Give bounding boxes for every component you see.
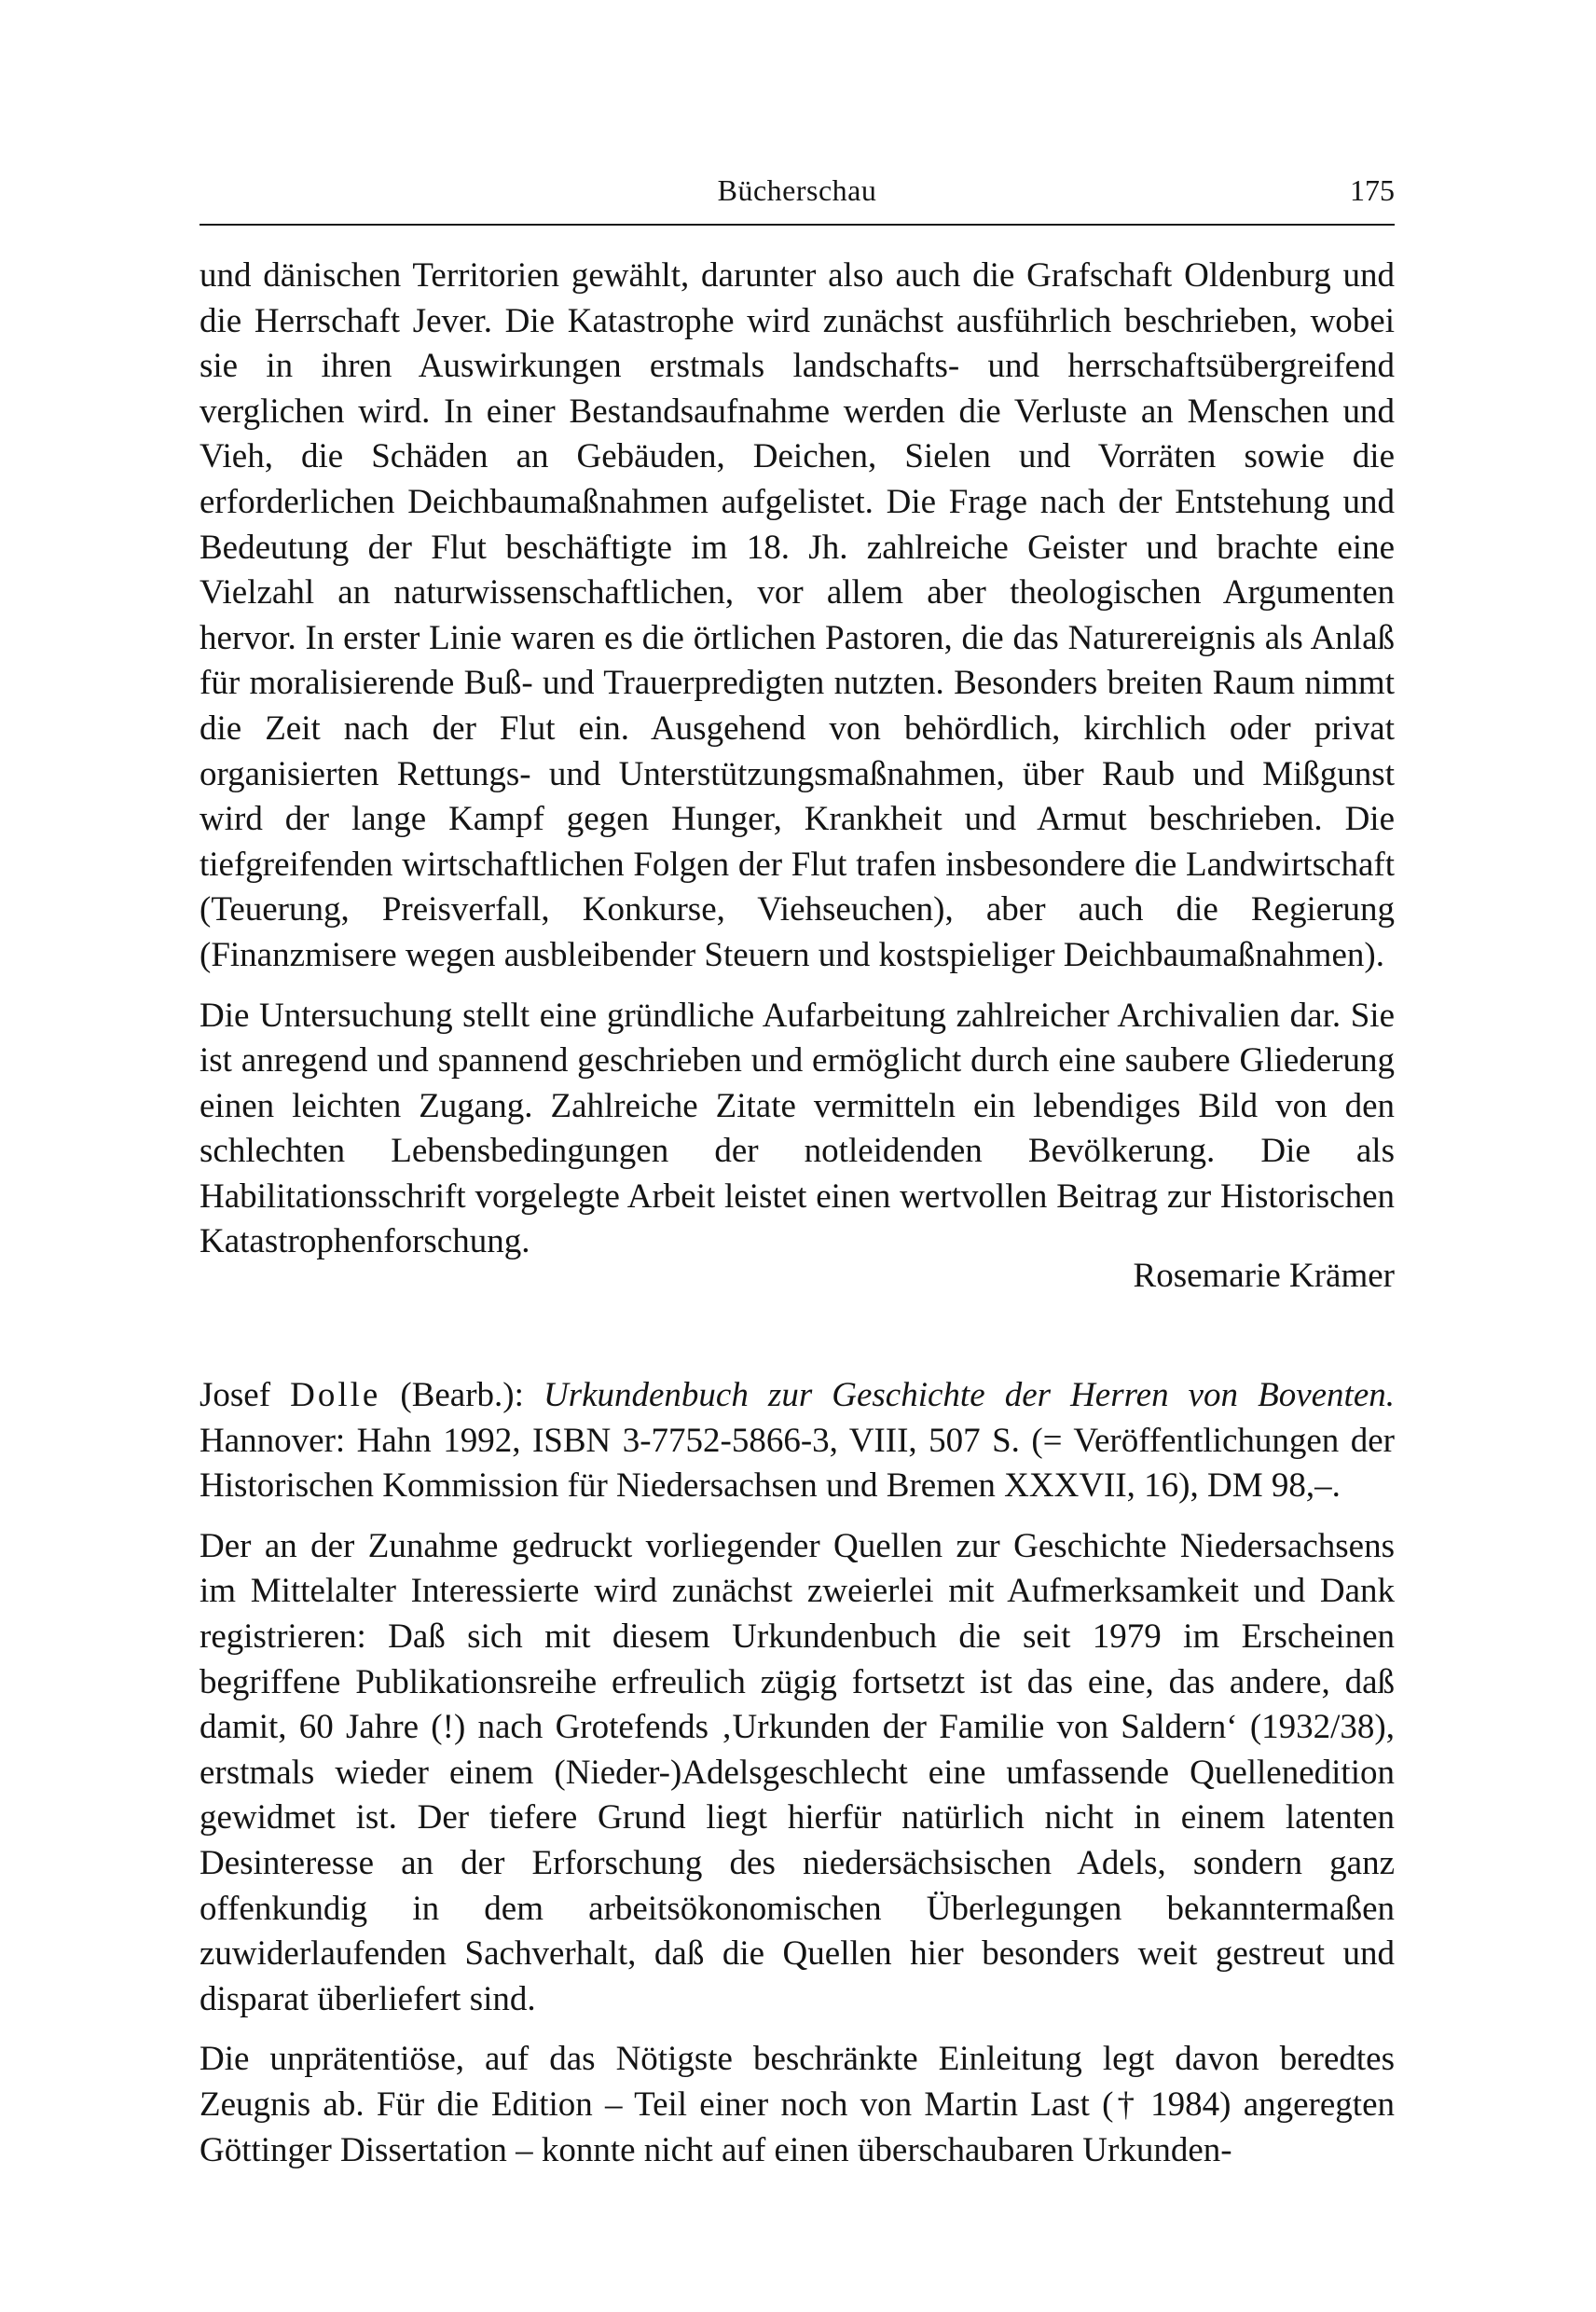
page-body: [200, 254, 1395, 2173]
review1-paragraph-2: Die Untersuchung stellt eine gründliche Aufarbeitung zahlreicher Archivalien dar. Sie ist anregend und spannend geschrieben und ermöglicht durch eine saubere Gliederung einen leichten Zugang. Zahlreiche Zitate vermitteln ein lebendiges Bild von den schlechten Lebensbedingungen der notleidenden Bevölkerung. Die als Habilitationsschrift vorgelegte Arbeit leistet einen wertvollen Beitrag zur Historischen Katastrophenforschung.: [200, 996, 1395, 1261]
reviewer-signature: Rosemarie Krämer: [1133, 1257, 1395, 1296]
author-first-name: Josef: [200, 1376, 271, 1415]
book-title: Urkundenbuch zur Geschichte der Herren von Boventen.: [543, 1376, 1396, 1415]
review2-paragraph-2: Die unprätentiöse, auf das Nötigste beschränkte Einleitung legt davon beredtes Zeugnis ab. Für die Edition – Teil einer noch von Martin Last († 1984) angeregten Göttinger Dissertation – konnte nicht auf einen überschaubaren Urkunden-: [200, 2040, 1395, 2169]
publication-details: Hannover: Hahn 1992, ISBN 3-7752-5866-3, VIII, 507 S. (= Veröffentlichungen der Historischen Kommission für Niedersachsen und Bremen XXXVII, 16), DM 98,–.: [200, 1421, 1395, 1506]
running-header: [200, 168, 1395, 226]
author-role: (Bearb.):: [400, 1376, 524, 1415]
review2-citation: [200, 1373, 1395, 1509]
review2-paragraph-1: Der an der Zunahme gedruckt vorliegender Quellen zur Geschichte Niedersachsens im Mittelalter Interessierte wird zunächst zweierlei mit Aufmerksamkeit und Dank registrieren: Daß sich mit diesem Urkundenbuch die seit 1979 im Erscheinen begriffene Publikationsreihe erfreulich zügig fortsetzt ist das eine, das andere, daß damit, 60 Jahre (!) nach Grotefends ‚Urkunden der Familie von Saldern‘ (1932/38), erstmals wieder einem (Nieder-)Adelsgeschlecht eine umfassende Quellenedition gewidmet ist. Der tiefere Grund liegt hierfür natürlich nicht in einem latenten Desinteresse an der Erforschung des niedersächsischen Adels, sondern ganz offenkundig in dem arbeitsökonomischen Überlegungen bekanntermaßen zuwiderlaufenden Sachverhalt, daß die Quellen hier besonders weit gestreut und disparat überliefert sind.: [200, 1526, 1395, 2018]
header-title: Bücherschau: [717, 173, 877, 207]
review1-paragraph-1: und dänischen Territorien gewählt, darunter also auch die Grafschaft Oldenburg und die Herrschaft Jever. Die Katastrophe wird zunächst ausführlich beschrieben, wobei sie in ihren Auswirkungen erstmals landschafts- und herrschaftsübergreifend verglichen wird. In einer Bestandsaufnahme werden die Verluste an Menschen und Vieh, die Schäden an Gebäuden, Deichen, Sielen und Vorräten sowie die erforderlichen Deichbaumaßnahmen aufgelistet. Die Frage nach der Entstehung und Bedeutung der Flut beschäftigte im 18. Jh. zahlreiche Geister und brachte eine Vielzahl an naturwissenschaftlichen, vor allem aber theologischen Argumenten hervor. In erster Linie waren es die örtlichen Pastoren, die das Naturereignis als Anlaß für moralisierende Buß- und Trauerpredigten nutzten. Besonders breiten Raum nimmt die Zeit nach der Flut ein. Ausgehend von behördlich, kirchlich oder privat organisierten Rettungs- und Unterstützungsmaßnahmen, über Raub und Mißgunst wird der lange Kampf gegen Hunger, Krankheit und Armut beschrieben. Die tiefgreifenden wirtschaftlichen Folgen der Flut trafen insbesondere die Landwirtschaft (Teuerung, Preisverfall, Konkurse, Viehseuchen), aber auch die Regierung (Finanzmisere wegen ausbleibender Steuern und kostspieliger Deichbaumaßnahmen).: [200, 256, 1395, 974]
page-number: 175: [1350, 173, 1395, 207]
author-last-name: Dolle: [290, 1376, 381, 1415]
